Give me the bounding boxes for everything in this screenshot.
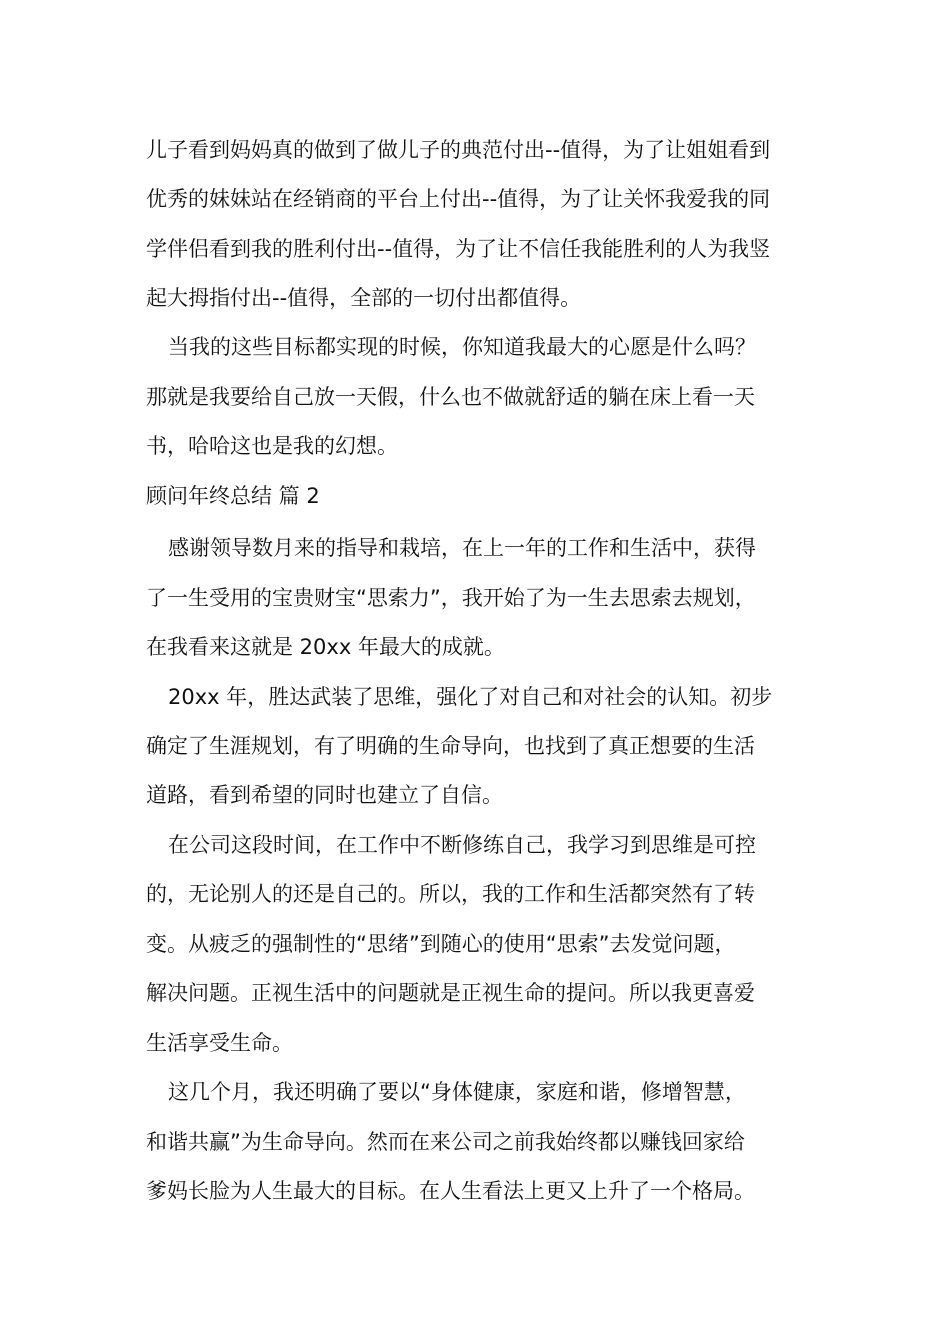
- text-line: 的，无论别人的还是自己的。所以，我的工作和生活都突然有了转: [146, 882, 755, 906]
- text-line: 起大拇指付出--值得，全部的一切付出都值得。: [146, 286, 582, 310]
- section-heading: 顾问年终总结 篇 2: [146, 484, 320, 508]
- text-line: 当我的这些目标都实现的时候，你知道我最大的心愿是什么吗？: [168, 335, 756, 359]
- text-line: 生活享受生命。: [146, 1031, 293, 1055]
- text-line: 道路，看到希望的同时也建立了自信。: [146, 783, 503, 807]
- text-line: 确定了生涯规划，有了明确的生命导向，也找到了真正想要的生活: [146, 734, 755, 758]
- text-line: 在我看来这就是 20xx 年最大的成就。: [146, 635, 505, 659]
- text-line: 变。从疲乏的强制性的“思绪”到随心的使用“思索”去发觉问题，: [146, 932, 736, 956]
- text-line: 了一生受用的宝贵财宝“思索力”，我开始了为一生去思索去规划，: [146, 586, 756, 610]
- text-line: 这几个月，我还明确了要以“身体健康，家庭和谐，修增智慧，: [168, 1080, 746, 1104]
- text-line: 儿子看到妈妈真的做到了做儿子的典范付出--值得，为了让姐姐看到: [146, 138, 771, 162]
- text-line: 爹妈长脸为人生最大的目标。在人生看法上更又上升了一个格局。: [146, 1179, 755, 1203]
- text-line: 那就是我要给自己放一天假，什么也不做就舒适的躺在床上看一天: [146, 385, 755, 409]
- text-line: 感谢领导数月来的指导和栽培，在上一年的工作和生活中，获得: [168, 536, 756, 560]
- text-line: 优秀的妹妹站在经销商的平台上付出--值得，为了让关怀我爱我的同: [146, 187, 771, 211]
- text-line: 书，哈哈这也是我的幻想。: [146, 434, 398, 458]
- text-line: 和谐共赢”为生命导向。然而在来公司之前我始终都以赚钱回家给: [146, 1130, 745, 1154]
- text-line: 20xx 年，胜达武装了思维，强化了对自己和对社会的认知。初步: [168, 685, 773, 709]
- text-line: 学伴侣看到我的胜利付出--值得，为了让不信任我能胜利的人为我竖: [146, 237, 771, 261]
- text-line: 解决问题。正视生活中的问题就是正视生命的提问。所以我更喜爱: [146, 981, 755, 1005]
- text-line: 在公司这段时间，在工作中不断修练自己，我学习到思维是可控: [168, 833, 756, 857]
